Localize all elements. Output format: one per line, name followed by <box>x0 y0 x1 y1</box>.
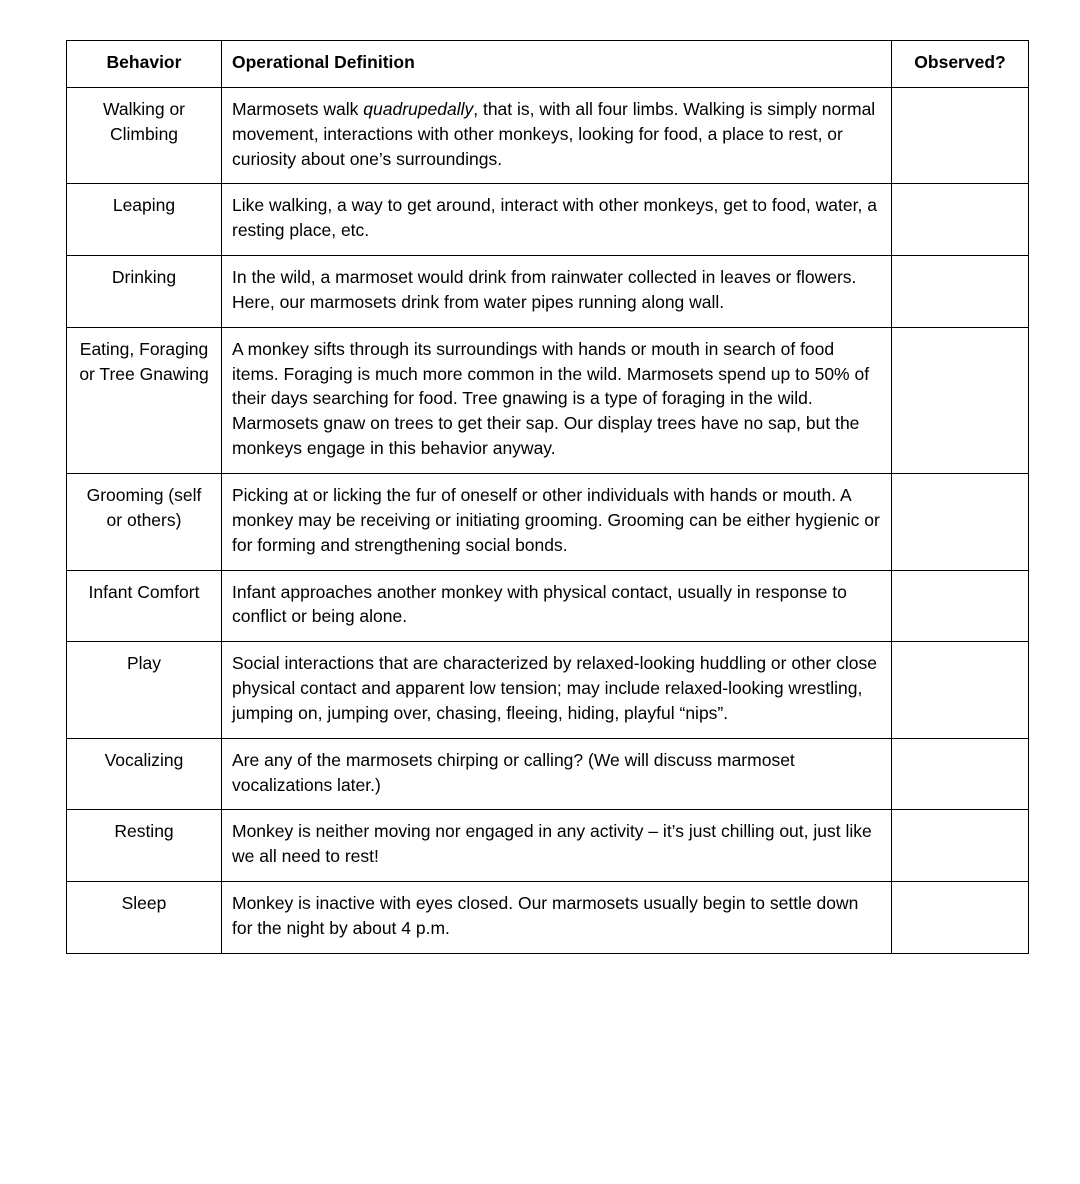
table-row <box>67 570 1029 642</box>
ethogram-table <box>66 40 1029 954</box>
column-header-observed: Observed? <box>892 41 1029 88</box>
cell-definition: Are any of the marmosets chirping or calling? (We will discuss marmoset vocalizations later.) <box>222 738 892 810</box>
table-row <box>67 642 1029 739</box>
cell-observed[interactable] <box>892 87 1029 184</box>
definition-text-pre: Marmosets walk <box>232 98 364 119</box>
table-header-row <box>67 41 1029 88</box>
cell-definition: Infant approaches another monkey with physical contact, usually in response to conflict or being alone. <box>222 570 892 642</box>
cell-definition: Monkey is inactive with eyes closed. Our marmosets usually begin to settle down for the night by about 4 p.m. <box>222 882 892 954</box>
cell-observed[interactable] <box>892 473 1029 570</box>
cell-definition: Like walking, a way to get around, interact with other monkeys, get to food, water, a resting place, etc. <box>222 184 892 256</box>
table-row <box>67 184 1029 256</box>
cell-definition: Monkey is neither moving nor engaged in any activity – it’s just chilling out, just like we all need to rest! <box>222 810 892 882</box>
cell-definition: Picking at or licking the fur of oneself or other individuals with hands or mouth. A monkey may be receiving or initiating grooming. Grooming can be either hygienic or for forming and strengthening social bonds. <box>222 473 892 570</box>
table-header <box>67 41 1029 88</box>
table-row <box>67 256 1029 328</box>
column-header-operational-definition: Operational Definition <box>222 41 892 88</box>
cell-definition: A monkey sifts through its surroundings with hands or mouth in search of food items. Foraging is much more common in the wild. Marmosets spend up to 50% of their days searching for food. Tree gnawing is a type of foraging in the wild. Marmosets gnaw on trees to get their sap. Our display trees have no sap, but the monkeys engage in this behavior anyway. <box>222 327 892 473</box>
cell-observed[interactable] <box>892 810 1029 882</box>
cell-behavior: Play <box>67 642 222 739</box>
definition-text-post: , that is, with all four limbs. Walking is simply normal movement, interactions with other monkeys, looking for food, a place to rest, or curiosity about one’s surroundings. <box>232 98 876 169</box>
definition-text-emphasis: quadrupedally <box>363 98 474 119</box>
cell-behavior: Leaping <box>67 184 222 256</box>
cell-behavior: Sleep <box>67 882 222 954</box>
cell-behavior: Walking or Climbing <box>67 87 222 184</box>
cell-behavior: Drinking <box>67 256 222 328</box>
table-row <box>67 87 1029 184</box>
cell-definition: In the wild, a marmoset would drink from rainwater collected in leaves or flowers. Here, our marmosets drink from water pipes running along wall. <box>222 256 892 328</box>
cell-definition <box>222 87 892 184</box>
column-header-behavior: Behavior <box>67 41 222 88</box>
cell-observed[interactable] <box>892 738 1029 810</box>
cell-observed[interactable] <box>892 184 1029 256</box>
table-row <box>67 327 1029 473</box>
cell-behavior: Infant Comfort <box>67 570 222 642</box>
table-row <box>67 473 1029 570</box>
cell-behavior: Eating, Foraging or Tree Gnawing <box>67 327 222 473</box>
cell-observed[interactable] <box>892 256 1029 328</box>
table-body <box>67 87 1029 953</box>
cell-observed[interactable] <box>892 327 1029 473</box>
cell-observed[interactable] <box>892 642 1029 739</box>
table-row <box>67 882 1029 954</box>
cell-behavior: Resting <box>67 810 222 882</box>
cell-definition: Social interactions that are characterized by relaxed-looking huddling or other close physical contact and apparent low tension; may include relaxed-looking wrestling, jumping on, jumping over, chasing, fleeing, hiding, playful “nips”. <box>222 642 892 739</box>
cell-behavior: Vocalizing <box>67 738 222 810</box>
cell-observed[interactable] <box>892 882 1029 954</box>
cell-observed[interactable] <box>892 570 1029 642</box>
cell-behavior: Grooming (self or others) <box>67 473 222 570</box>
table-row <box>67 810 1029 882</box>
table-row <box>67 738 1029 810</box>
